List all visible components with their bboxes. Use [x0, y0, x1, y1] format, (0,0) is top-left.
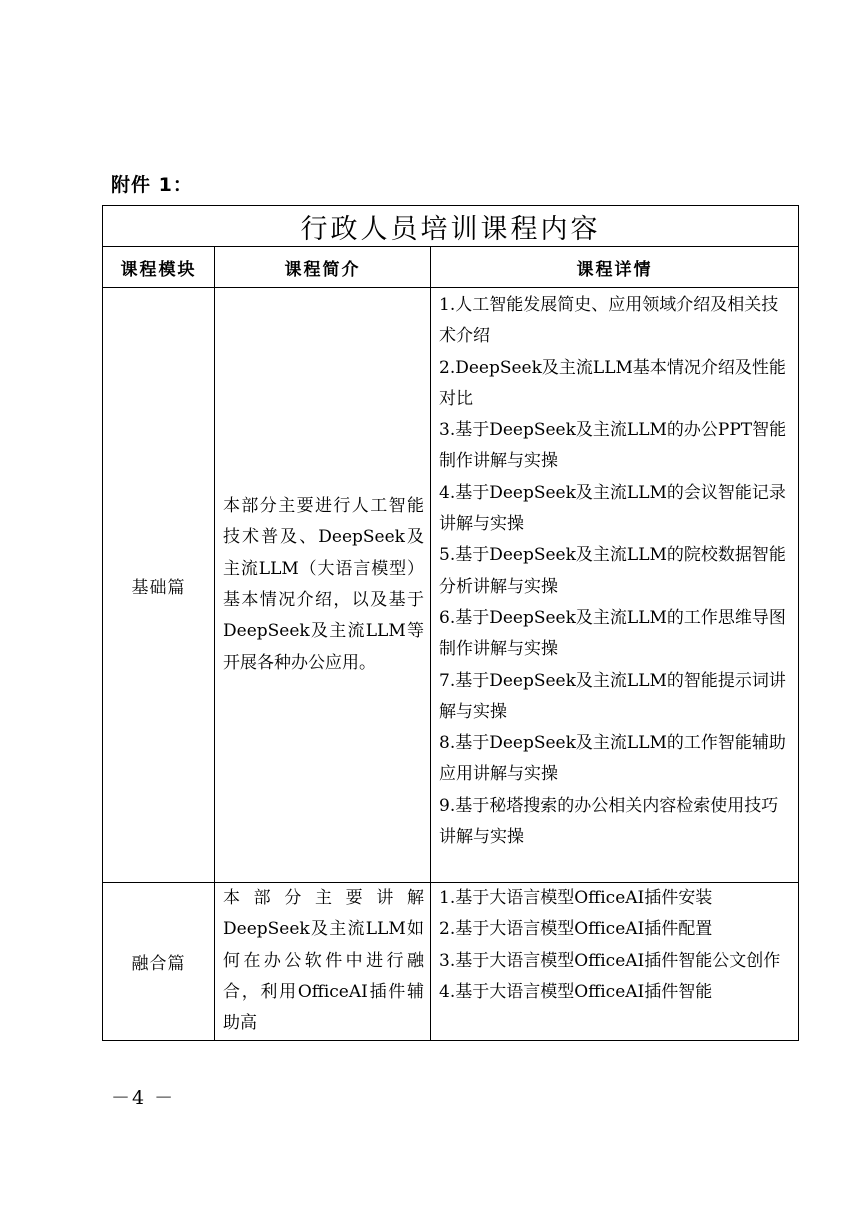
module-name-basic: 基础篇 — [103, 288, 215, 883]
header-intro: 课程简介 — [215, 247, 431, 288]
detail-item: 8.基于DeepSeek及主流LLM的工作智能辅助应用讲解与实操 — [439, 733, 786, 785]
module-details-fusion — [431, 883, 799, 1041]
detail-item: 3.基于大语言模型OfficeAI插件智能公文创作 — [439, 950, 781, 971]
module-intro-basic: 本部分主要进行人工智能技术普及、DeepSeek及主流LLM（大语言模型）基本情况介绍，以及基于DeepSeek及主流LLM等开展各种办公应用。 — [215, 288, 431, 883]
table-row-basic — [103, 288, 799, 883]
detail-item: 4.基于大语言模型OfficeAI插件智能 — [439, 981, 713, 1002]
detail-item: 2.基于大语言模型OfficeAI插件配置 — [439, 919, 713, 940]
detail-item: 1.基于大语言模型OfficeAI插件安装 — [439, 888, 713, 908]
header-details: 课程详情 — [431, 247, 799, 288]
table-row-fusion — [103, 883, 799, 1041]
detail-item: 3.基于DeepSeek及主流LLM的办公PPT智能制作讲解与实操 — [439, 420, 787, 472]
detail-item: 9.基于秘塔搜索的办公相关内容检索使用技巧讲解与实操 — [439, 795, 779, 848]
table-title: 行政人员培训课程内容 — [103, 206, 799, 247]
detail-item: 7.基于DeepSeek及主流LLM的智能提示词讲解与实操 — [439, 670, 786, 722]
attachment-label: 附件 1： — [111, 174, 193, 196]
detail-item: 6.基于DeepSeek及主流LLM的工作思维导图制作讲解与实操 — [439, 607, 786, 660]
course-table — [102, 205, 799, 1041]
header-module: 课程模块 — [103, 247, 215, 288]
detail-item: 1.人工智能发展简史、应用领域介绍及相关技术介绍 — [439, 295, 779, 347]
page-number: －4 － — [111, 1087, 176, 1109]
detail-item: 2.DeepSeek及主流LLM基本情况介绍及性能对比 — [439, 357, 786, 409]
module-details-basic — [431, 288, 799, 883]
module-name-fusion: 融合篇 — [103, 883, 215, 1041]
detail-item: 4.基于DeepSeek及主流LLM的会议智能记录讲解与实操 — [439, 482, 786, 535]
detail-item: 5.基于DeepSeek及主流LLM的院校数据智能分析讲解与实操 — [439, 545, 786, 597]
module-intro-fusion: 本部分主要讲解DeepSeek及主流LLM如何在办公软件中进行融合，利用OfficeAI插件辅助高 — [215, 883, 431, 1041]
